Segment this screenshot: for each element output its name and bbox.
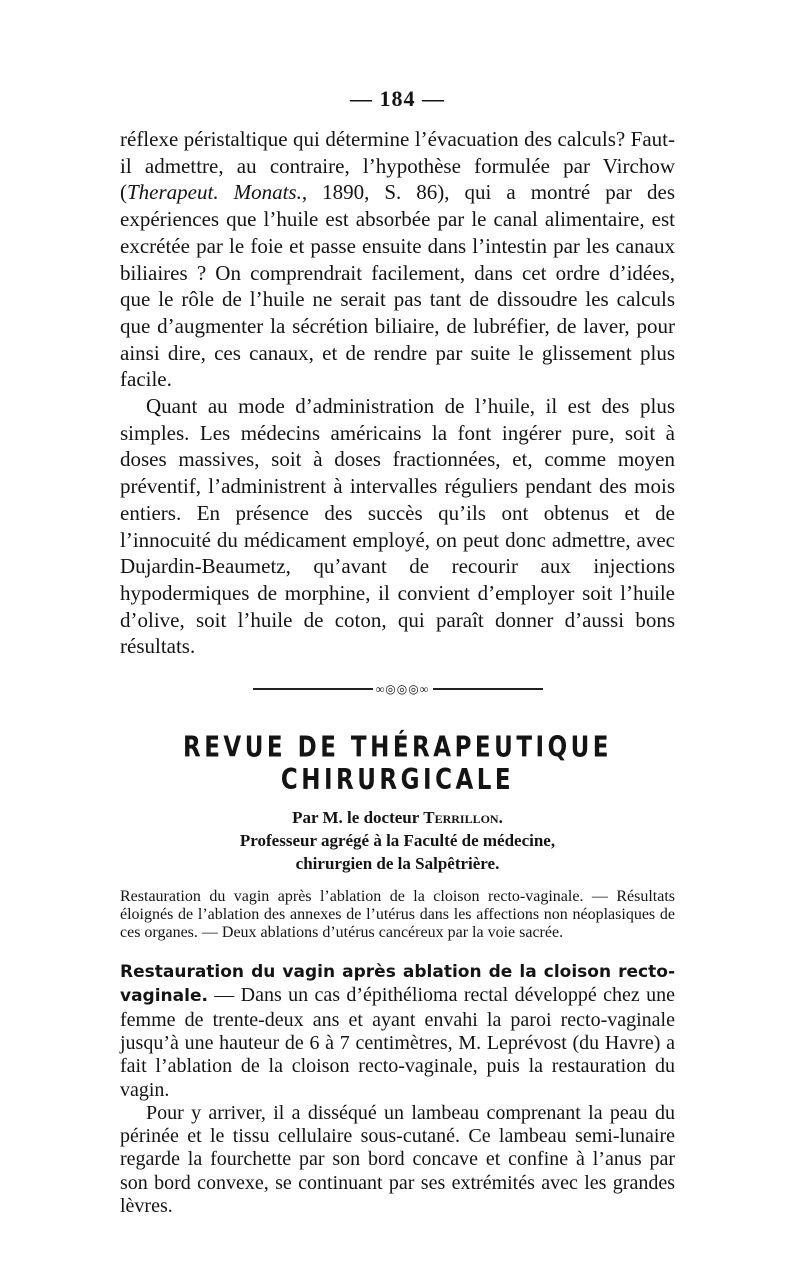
paragraph-lambeau: Pour y arriver, il a disséqué un lambeau comprenant la peau du périnée et le tissu cellulaire sous-cutané. Ce lambeau semi-lunaire regarde la fourchette par son bord concave et confine à l’anus par son bord convexe, se continuant par ses extrémités avec les grandes lèvres. — [120, 1101, 675, 1218]
paragraph-text: — Dans un cas d’épithélioma rectal développé chez une femme de trente-deux ans et ayant envahi la paroi recto-vaginale jusqu’à une hauteur de 6 à 7 centimètres, M. Leprévost (du Havre) a fait l’ablation de la cloison recto-vaginale, puis la restauration du vagin. — [120, 984, 675, 1101]
affiliation-line-2: chirurgien de la Salpêtrière. — [295, 854, 500, 874]
author-name: Terrillon. — [423, 808, 503, 828]
section-divider — [253, 682, 543, 696]
run-in-heading: Restauration du vagin après ablation de la cloison recto-vaginale. — [120, 962, 675, 1007]
paragraph-restauration — [120, 960, 675, 1102]
affiliation-line-1: Professeur agrégé à la Faculté de médecine, — [239, 831, 556, 851]
paragraph-virchow — [120, 126, 675, 393]
section-title: REVUE DE THÉRAPEUTIQUE CHIRURGICALE — [182, 731, 613, 797]
paragraph-administration: Quant au mode d’administration de l’huile, il est des plus simples. Les médecins américains la font ingérer pure, soit à doses massives, soit à doses fractionnées, et, comme moyen préventif, l’administrent à intervalles réguliers pendant des mois entiers. En présence des succès qu’ils ont obtenus et de l’innocuité du médicament employé, on peut donc admettre, avec Dujardin-Beaumetz, qu’avant de recourir aux injections hypodermiques de morphine, il convient d’employer soit l’huile d’olive, soit l’huile de coton, qui paraît donner d’aussi bons résultats. — [120, 394, 675, 659]
section-summary: Restauration du vagin après l’ablation de la cloison recto-vaginale. — Résultats éloignés de l’ablation des annexes de l’utérus dans les affections non néoplasiques de ces organes. — Deux ablations d’utérus cancéreux par la voie sacrée. — [120, 888, 675, 942]
journal-citation: Therapeut. Monats. — [127, 180, 302, 205]
page-number: — 184 — — [350, 86, 445, 111]
paragraph-text: réflexe péristaltique qui détermine l’évacuation des calculs? Faut-il admettre, au contraire, l’hypothèse formulée par Virchow ( — [120, 127, 675, 205]
byline — [120, 806, 675, 875]
author-prefix: Par M. le docteur — [292, 808, 424, 828]
divider-ornament: ∞◎◎◎∞ — [373, 682, 433, 696]
paragraph-text: , 1890, S. 86), qui a montré par des expériences que l’huile est absorbée par le canal alimentaire, est excrétée par le foie et passe ensuite dans l’intestin par les canaux biliaires ? On comprendrait facilement, dans cet ordre d’idées, que le rôle de l’huile ne serait pas tant de dissoudre les calculs que d’augmenter la sécrétion biliaire, de lubréfier, de laver, pour ainsi dire, ces canaux, et de rendre par suite le glissement plus facile. — [120, 180, 676, 392]
page-content — [120, 86, 675, 1218]
author-line — [120, 806, 675, 829]
